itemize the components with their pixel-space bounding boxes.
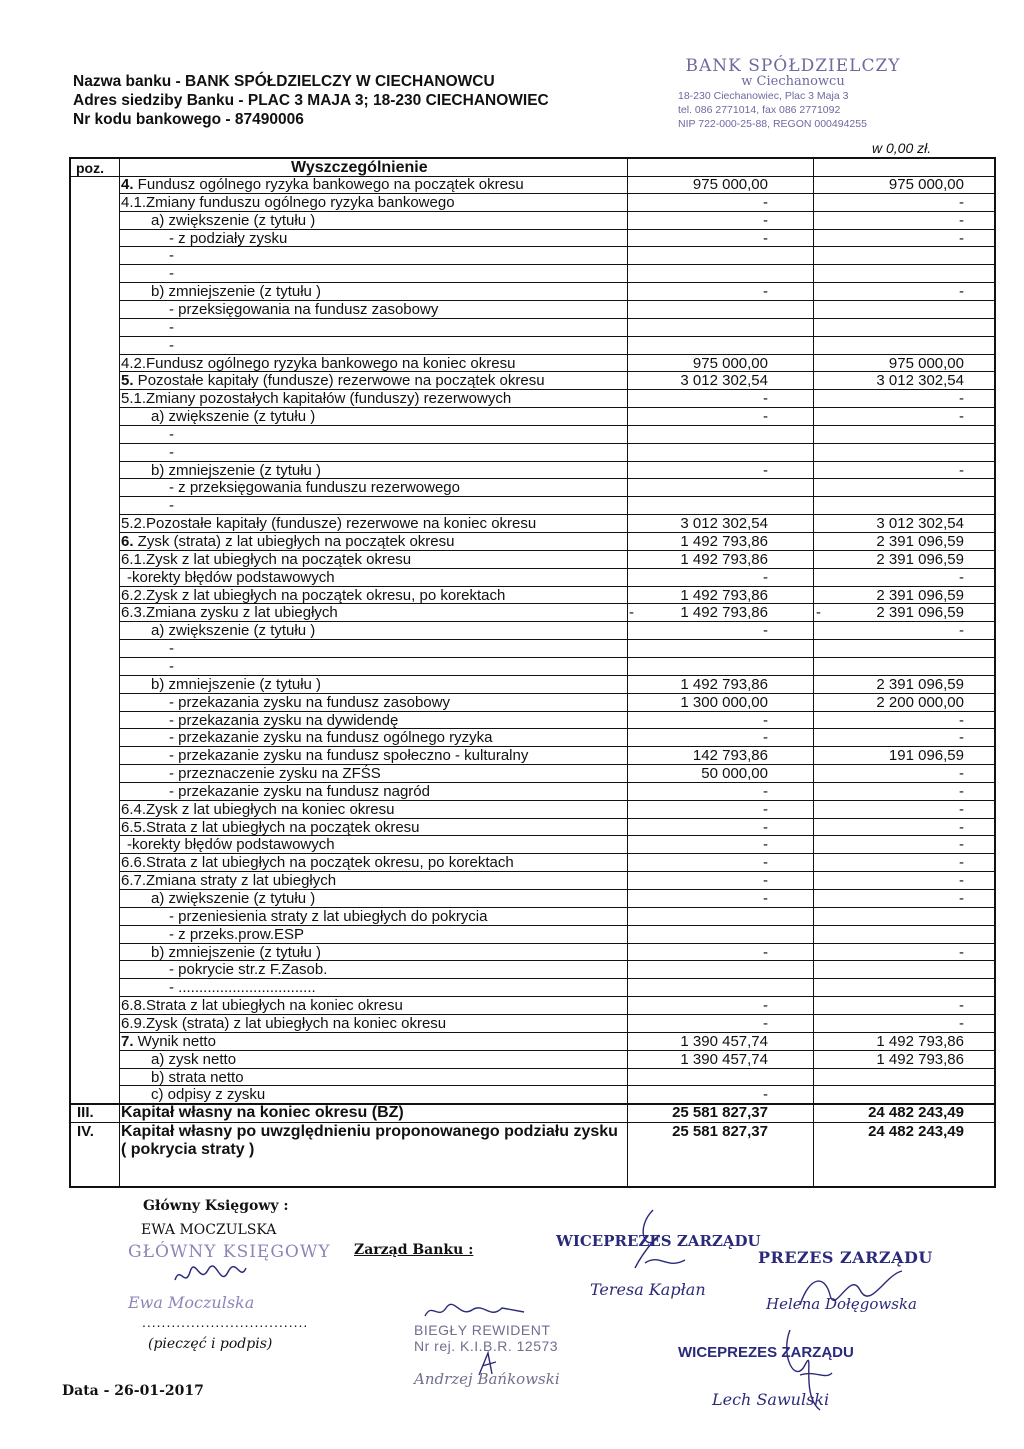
table-row [71,301,994,318]
value-previous-year: - [959,890,964,907]
president-title: PREZES ZARZĄDU [758,1248,933,1267]
row-label: - przekazanie zysku na fundusz ogólnego ryzyka [169,729,493,747]
table-row [71,979,994,996]
value-current-year: - [763,622,768,640]
value-previous-year: - [959,782,964,800]
table-row [71,640,994,657]
table-row [71,961,994,978]
value-previous-year: 2 391 096,59 [876,604,964,622]
auditor-name: Andrzej Bańkowski [414,1370,560,1388]
table-row [71,176,994,193]
stamp-and-signature-label: (pieczęć i podpis) [148,1336,273,1352]
value-current-year: - [763,782,768,800]
value-previous-year: - [959,800,964,818]
value-current-year: - [763,711,768,729]
row-label: c) odpisy z zysku [151,1086,266,1104]
row-label: - przekazania zysku na fundusz zasobowy [169,693,450,711]
row-label: -korekty błędów podstawowych [127,836,335,854]
signature-line: .................................. [142,1314,309,1330]
bank-stamp [668,56,918,131]
value-current-year: 1 390 457,74 [680,1050,768,1068]
value-previous-year: - [959,854,964,872]
row-label: 5. Pozostałe kapitały (fundusze) rezerwowe na początek okresu [121,372,545,390]
table-row [71,890,994,907]
value-previous-year: 3 012 302,54 [876,515,964,533]
bank-stamp-address: 18-230 Ciechanowiec, Plac 3 Maja 3 [678,90,849,102]
table-row [71,462,994,479]
vice-president-2-title: WICEPREZES ZARZĄDU [678,1344,854,1361]
value-current-year: 142 793,86 [692,747,768,765]
row-label: - [169,318,174,336]
table-row [71,337,994,354]
row-label: - [169,265,174,283]
row-label: a) zwiększenie (z tytułu ) [151,890,316,907]
row-label: b) zmniejszenie (z tytułu ) [151,283,322,301]
table-row [71,765,994,782]
value-previous-year: 1 492 793,86 [876,1032,964,1050]
row-label: b) zmniejszenie (z tytułu ) [151,461,322,479]
value-current-year: - [763,283,768,301]
row-label: - przeksięgowania na fundusz zasobowy [169,300,439,318]
value-current-year: 1 492 793,86 [680,675,768,693]
table-row [71,1069,994,1086]
row-label: -korekty błędów podstawowych [127,568,335,586]
summary-row [71,1104,994,1123]
row-label: - przekazania zysku na dywidendę [169,711,399,729]
value-previous-year: 975 000,00 [888,354,964,372]
row-label: 6.8.Strata z lat ubiegłych na koniec okresu [121,997,403,1015]
column-header-poz: poz. [76,160,104,176]
table-row [71,1051,994,1068]
value-previous-year: - [959,461,964,479]
value-current-year: - [763,229,768,247]
table-row [71,247,994,264]
value-previous-year: - [959,568,964,586]
minus-sign: - [629,604,634,622]
vice-president-1-title: WICEPREZES ZARZĄDU [556,1232,761,1250]
value-current-year: - [763,1014,768,1032]
row-label: - [169,657,174,675]
table-row [71,1015,994,1032]
row-label: a) zwiększenie (z tytułu ) [151,408,316,426]
row-label: 5.2.Pozostałe kapitały (fundusze) rezerwowe na koniec okresu [121,515,537,533]
row-position: III. [77,1104,94,1122]
bank-stamp-nip: NIP 722-000-25-88, REGON 000494255 [678,118,867,130]
value-previous-year: 2 391 096,59 [876,586,964,604]
table-row [71,265,994,282]
bank-code-line: Nr kodu bankowego - 87490006 [73,111,304,128]
row-label: - [169,497,174,515]
value-previous-year: - [959,390,964,408]
table-row [71,1086,994,1103]
value-previous-year: 975 000,00 [888,176,964,193]
bank-stamp-tel: tel. 086 2771014, fax 086 2771092 [678,104,841,116]
value-previous-year: - [959,943,964,961]
bank-name-line: Nazwa banku - BANK SPÓŁDZIELCZY W CIECHANOWCU [73,73,495,90]
row-label: - pokrycie str.z F.Zasob. [169,961,328,979]
table-row [71,355,994,372]
row-label: 6.1.Zysk z lat ubiegłych na początek okresu [121,550,412,568]
value-previous-year: 191 096,59 [888,747,964,765]
summary-row [71,1123,994,1163]
value-previous-year: - [959,193,964,211]
unit-label: w 0,00 zł. [872,140,932,156]
table-row [71,390,994,407]
summary-value-previous-year: 24 482 243,49 [868,1123,964,1141]
row-label: - [169,247,174,265]
summary-value-previous-year: 24 482 243,49 [868,1104,964,1122]
vice-president-2-name: Lech Sawulski [712,1390,830,1409]
value-previous-year: 2 391 096,59 [876,550,964,568]
value-current-year: 50 000,00 [701,765,768,783]
value-current-year: - [763,211,768,229]
row-label: 7. Wynik netto [121,1032,216,1050]
table-row [71,694,994,711]
value-previous-year: - [959,818,964,836]
row-label: - [169,336,174,354]
value-previous-year: - [959,997,964,1015]
summary-value-current-year: 25 581 827,37 [672,1123,768,1141]
row-label: a) zwiększenie (z tytułu ) [151,211,316,229]
row-label: 6.6.Strata z lat ubiegłych na początek okresu, po korektach [121,854,514,872]
value-current-year: - [763,943,768,961]
row-label: 6.2.Zysk z lat ubiegłych na początek okresu, po korektach [121,586,506,604]
table-row [71,587,994,604]
row-label: b) strata netto [151,1068,244,1086]
chief-accountant-stamp: GŁÓWNY KSIĘGOWY [128,1242,331,1262]
table-row [71,854,994,871]
summary-label: Kapitał własny po uwzględnieniu proponowanego podziału zysku ( pokrycia straty ) [121,1123,618,1159]
signatures-area [0,1190,1024,1449]
bank-address-line: Adres siedziby Banku - PLAC 3 MAJA 3; 18-230 CIECHANOWIEC [73,92,549,109]
bank-stamp-city: w Ciechanowcu [741,74,845,89]
table-row [71,479,994,496]
value-previous-year: - [959,622,964,640]
value-current-year: - [763,568,768,586]
value-current-year: - [763,390,768,408]
value-current-year: - [763,836,768,854]
value-previous-year: 2 391 096,59 [876,675,964,693]
row-label: b) zmniejszenie (z tytułu ) [151,943,322,961]
table-row [71,872,994,889]
summary-value-current-year: 25 581 827,37 [672,1104,768,1122]
president-name: Helena Dołęgowska [766,1295,918,1313]
value-previous-year: - [959,1014,964,1032]
value-current-year: 1 492 793,86 [680,586,768,604]
document-date: Data - 26-01-2017 [62,1383,204,1399]
row-label: - z przeksięgowania funduszu rezerwowego [169,479,460,497]
column-header-description: Wyszczególnienie [291,159,428,176]
value-previous-year: - [959,229,964,247]
table-row [71,997,994,1014]
row-label: 6.9.Zysk (strata) z lat ubiegłych na koniec okresu [121,1014,447,1032]
minus-sign: - [816,604,821,622]
table-row [71,444,994,461]
row-label: a) zysk netto [151,1050,237,1068]
table-row [71,1033,994,1050]
value-previous-year: 1 492 793,86 [876,1050,964,1068]
table-row [71,230,994,247]
equity-changes-table [69,157,996,1188]
value-current-year: - [763,997,768,1015]
management-board-label: Zarząd Banku : [354,1242,474,1258]
row-label: - [169,640,174,658]
row-label: 4. Fundusz ogólnego ryzyka bankowego na początek okresu [121,176,524,193]
table-row [71,212,994,229]
table-row [71,551,994,568]
table-row [71,533,994,550]
table-row [71,944,994,961]
summary-label: Kapitał własny na koniec okresu (BZ) [121,1104,404,1122]
value-previous-year: 3 012 302,54 [876,372,964,390]
value-current-year: - [763,818,768,836]
value-current-year: 1 390 457,74 [680,1032,768,1050]
row-label: - [169,425,174,443]
row-label: - przekazanie zysku na fundusz nagród [169,782,430,800]
row-label: b) zmniejszenie (z tytułu ) [151,675,322,693]
value-previous-year: 2 391 096,59 [876,533,964,550]
vice-president-1-name: Teresa Kapłan [590,1280,706,1299]
value-current-year: 3 012 302,54 [680,372,768,390]
row-label: 4.2.Fundusz ogólnego ryzyka bankowego na koniec okresu [121,354,516,372]
row-position: IV. [77,1123,94,1141]
row-label: 6. Zysk (strata) z lat ubiegłych na początek okresu [121,533,455,550]
auditor-title: BIEGŁY REWIDENT [414,1322,551,1338]
value-previous-year: - [959,765,964,783]
row-label: 4.1.Zmiany funduszu ogólnego ryzyka bankowego [121,193,455,211]
table-row [71,622,994,639]
value-current-year: 1 492 793,86 [680,533,768,550]
table-row [71,408,994,425]
auditor-registry: Nr rej. K.I.B.R. 12573 [414,1338,559,1354]
value-current-year: - [763,890,768,907]
chief-accountant-stamp-name: Ewa Moczulska [128,1293,255,1312]
value-current-year: - [763,461,768,479]
table-row [71,819,994,836]
value-current-year: - [763,872,768,890]
table-row [71,569,994,586]
value-previous-year: - [959,729,964,747]
value-current-year: - [763,193,768,211]
table-row [71,372,994,389]
table-row [71,194,994,211]
value-previous-year: - [959,211,964,229]
table-row [71,604,994,621]
row-label: - z podziały zysku [169,229,288,247]
table-row [71,747,994,764]
value-current-year: 975 000,00 [692,176,768,193]
row-label: 6.5.Strata z lat ubiegłych na początek okresu [121,818,420,836]
auditor-signature [420,1298,530,1322]
value-previous-year: - [959,408,964,426]
row-label: 6.7.Zmiana straty z lat ubiegłych [121,872,337,890]
table-row [71,729,994,746]
value-current-year: 975 000,00 [692,354,768,372]
row-label: - [169,443,174,461]
value-previous-year: - [959,872,964,890]
row-label: - ................................. [169,979,316,997]
value-current-year: - [763,800,768,818]
value-current-year: - [763,1086,768,1104]
value-previous-year: - [959,283,964,301]
value-previous-year: - [959,711,964,729]
table-row [71,515,994,532]
row-label: a) zwiększenie (z tytułu ) [151,622,316,640]
table-row [71,319,994,336]
chief-accountant-name: EWA MOCZULSKA [141,1222,277,1238]
table-row [71,676,994,693]
bank-stamp-name: BANK SPÓŁDZIELCZY [685,56,901,76]
value-current-year: 1 300 000,00 [680,693,768,711]
value-current-year: - [763,854,768,872]
table-row [71,836,994,853]
row-label: - przeniesienia straty z lat ubiegłych do pokrycia [169,907,488,925]
table-row [71,497,994,514]
value-current-year: - [763,729,768,747]
chief-accountant-title: Główny Księgowy : [143,1198,289,1214]
row-label: - przekazanie zysku na fundusz społeczno - kulturalny [169,747,529,765]
table-row [71,426,994,443]
row-label: - przeznaczenie zysku na ZFŚS [169,765,381,783]
table-row [71,783,994,800]
row-label: 6.3.Zmiana zysku z lat ubiegłych [121,604,338,622]
table-row [71,926,994,943]
row-label: - z przeks.prow.ESP [169,925,305,943]
table-row [71,908,994,925]
chief-accountant-signature [170,1260,250,1290]
value-current-year: - [763,408,768,426]
table-row [71,283,994,300]
row-label: 6.4.Zysk z lat ubiegłych na koniec okresu [121,800,395,818]
value-previous-year: - [959,836,964,854]
value-current-year: 1 492 793,86 [680,550,768,568]
value-previous-year: 2 200 000,00 [876,693,964,711]
value-current-year: 3 012 302,54 [680,515,768,533]
table-row [71,658,994,675]
row-label: 5.1.Zmiany pozostałych kapitałów (funduszy) rezerwowych [121,390,512,408]
bank-header [73,72,549,129]
table-row [71,801,994,818]
table-row [71,712,994,729]
value-current-year: 1 492 793,86 [680,604,768,622]
